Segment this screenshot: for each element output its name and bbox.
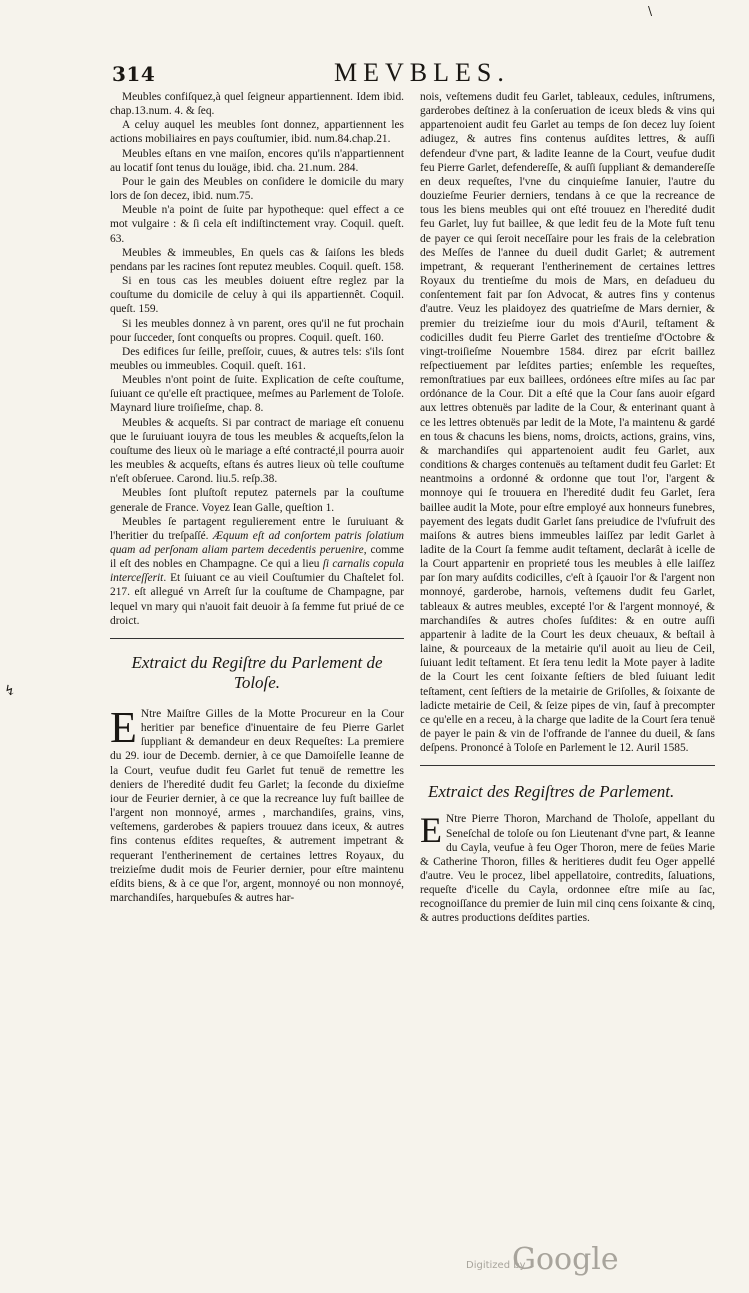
section-body-text: Ntre Maiſtre Gilles de la Motte Procureur en la Cour heritier par benefice d'inuentaire de feu Pierre Garlet ſuppliant & demandeur en deux Requeſtes: La premiere du 29. iour de Decemb. dernier, à ce que Damoiſelle Ieanne de la Court, veufue dudit feu Garlet fut tenuë de remettre les deniers de l'heredité dudit feu Garlet; la ſeconde du dixieſme iour de Feurier dernier, à ce que la recreance luy fuſt baillee de l'argent non monnoyé, armes , marchandiſes, grains, vins, veſtemens, garderobes & papiers trouuez dans iceux, & autres fins contenus eſdites requeſtes, & autrement impetrant & requerant l'entherinement de certaines lettres Royaux, du treizieſme dudit mois de Feurier dernier, pour eſtre maintenu eſdits biens, & à ce que l'or, argent, monnoyé ou non monnoyé, marchandiſes, harquebuſes & autres har- xyxy=(110,707,404,904)
section-divider xyxy=(420,765,715,766)
drop-cap: E xyxy=(110,702,137,752)
right-column xyxy=(420,90,715,926)
latin-quote: ſi carnalis copula interceſſerit xyxy=(110,558,404,585)
paragraph-text: . Et ſuiuant ce au vieil Couſtumier du Chaſtelet fol. 217. eſt allegué vn Arreſt ſur la couſtume de Champagne, par lequel vn mary qui n'auoit fait deuoir à ſa femme fut priué de ce droict. xyxy=(110,572,404,627)
page-header xyxy=(112,58,712,90)
entry-paragraph: A celuy auquel les meubles ſont donnez, appartiennent les actions mobiliaires en pays couſtumier, ibid. num.84.chap.21. xyxy=(110,119,404,146)
section-divider xyxy=(110,638,404,639)
section-body xyxy=(110,702,404,905)
entry-paragraph: Meubles & immeubles, En quels cas & ſaiſons les bleds pendans par les racines ſont reputez meubles. Coquil. queſt. 158. xyxy=(110,246,404,273)
entry-paragraph: Meubles & acqueſts. Si par contract de mariage eſt conuenu que le ſuruiuant iouyra de tous les meubles & acqueſts,ſelon la couſtume des lieux où le mariage a eſté contracté,il pourra auoir les meubles & acqueſts, eſtans és autres lieux où telle couſtume n'eſt obſeruee. Carond. liu.5. reſp.38. xyxy=(110,416,404,486)
entry-paragraph: Meubles ſont pluſtoſt reputez paternels par la couſtume generale de France. Voyez Iean Galle, queſtion 1. xyxy=(110,487,404,514)
running-title: MEVBLES. xyxy=(334,58,510,87)
entry-paragraph: Si les meubles donnez à vn parent, ores qu'il ne fut prochain pour ſucceder, ſont conqueſts ou propres. Coquil. queſt. 160. xyxy=(110,317,404,344)
section-title: Extraict des Regiſtres de Parlement. xyxy=(428,782,675,802)
entry-paragraph-last xyxy=(110,515,404,628)
paragraph-text: Meubles ſe partagent regulierement entre le ſuruiuant & l'heritier du treſpaſſé. xyxy=(110,515,404,542)
margin-ink-mark: ↯ xyxy=(4,683,16,699)
left-column xyxy=(110,90,404,905)
entry-paragraph: Pour le gain des Meubles on conſidere le domicile du mary lors de ſon decez, ibid. num.75. xyxy=(110,175,404,203)
digitized-watermark xyxy=(466,1240,626,1280)
entry-paragraph: Meubles confiſquez,à quel ſeigneur appartiennent. Idem ibid. chap.13.num. 4. & ſeq. xyxy=(110,91,404,118)
page-number: 314 xyxy=(112,62,156,86)
continued-paragraph: nois, veſtemens dudit feu Garlet, tableaux, cedules, inſtrumens, garderobes deſtinez à la conſeruation de iceux bleds & vins qui appartenoient audit feu Garlet au temps de ſon decez luy ſoient adiugez, & autres fins contenus auſdites lettres, & auſſi defendeur d'vne part, & ladite Ieanne de la Court, veufue dudit feu Pierre Garlet, defendereſſe, & auſſi ſuppliant & demandereſſe en deux requeſtes, l'vne du cinquieſme Ianuier, l'autre du douzieſme Feurier derniers, tendans à ce que la recreance de tous les biens meubles qui ont eſté trouuez en l'heredité dudit feu Garlet, luy fut baillee, & que ledit feu de la Mote fuſt tenu de payer ce qui ſeroit neceſſaire pour les frais de la celebration des Meſſes de l'annee du dueil dudit Garlet; & autrement impetrant, & requerant l'entherinement de certaines lettres Royaux du trentieſme du mois de Mars, en deſadueu du conſentement fait par ſon Advocat, & autres fins y contenus d'autre. Veuz les plaidoyez des quatrieſme de Mars dernier, & premier du treizieſme iour du mois d'Auril, teſtament & codicilles dudit feu Pierre Garlet des trentieſme d'Octobre & vingt-troiſieſme Nouembre 1584. direz par eſcrit baillez reſpectiuement par leſdites parties; enſemble les requeſtes, remonſtratiues par eux baillees, ordónees eſtre miſes au ſac par ordónance de la Cour. Dit a eſté que la Cour ſans auoir eſgard aux lettres obtenuës par ladite de la Cour, & enterinant quant à ce les lettres obtenuës par ledit de la Mote, l'a maintenu & gardé en tous & chacuns les biens, noms, droicts, actions, grains, vins, & marchandiſes qui appartenoient audit feu Garlet, aux conditions & charges contenuës au teſtament dudit feu Garlet: Et neantmoins a ordonné & ordonne que tout l'or, l'argent & monnoye qui ſe trouuera en l'heredité dudit feu Garlet, ſera baillee audit la Mote, pour eſtre employé aux honneurs funebres, payement des legats dudit Garlet ſans preiudice de l'vſufruit des maiſons & autres biens immeubles laiſſez par ledit Garlet à ladite de la Court ſa femme audit teſtament, declarât à icelle de la Court appartenir en proprieté tous les meubles à elle laiſſez par ſon mary auſdits codicilles, c'eſt à ſçauoir l'or & l'argent non monnoyé, garderobe, harnois, veſtemens dudit feu Garlet, tableaux & autres meubles, excepté l'or & l'argent monnoyé, & marchandiſes & autres choſes ſuſdites: & en outre auſſi appartenir à ladite de la Court les deux cheuaux, & beſtail à laine, & pourceaux de la metairie qu'il auoit au lieu de Ceil, ſuiuant ledit teſtament. Et ſera tenu ledit la Mote payer à ladite de la Court les cent ſoixante ſeſtiers de bled ſuiuant ledit teſtament, cent ſeſtiers de la metairie de Griſolles, & ſoixante de ladicte metairie de Ceil, & ſeize pipes de vin, ſauf à precompter ce qu'elle en a receu, à la charge que ladite de la Court ſera tenuë de payer le pain & vin de l'offrande de l'annee du dueil, & ſans deſpens. Prononcé à Toloſe en Parlement le 12. Auril 1585. xyxy=(420,91,715,755)
section-body-text: Ntre Pierre Thoron, Marchand de Tholoſe, appellant du Seneſchal de toloſe ou ſon Lieutenant d'vne part, & Ieanne du Cayla, veufue à feu Oger Thoron, mere de feües Marie & Catherine Thoron, filles & heritieres dudit feu Oger appellé d'autre. Veu le procez, libel appellatoire, contredits, ſaluations, requeſte d'icelle du Cayla, ordonnee eſtre miſe au ſac, recognoiſſance du premier de Iuin mil cinq cens ſoixante & cinq, & autres productions deſdites parties. xyxy=(420,813,715,925)
entry-paragraph: Meuble n'a point de ſuite par hypotheque: quel effect a ce mot vulgaire : & ſi cela eſt indiſtinctement vray. Coquil. queſt. 63. xyxy=(110,204,404,245)
section-title: Extraict du Regiſtre du Parlement de Toloſe. xyxy=(131,652,383,692)
corner-ink-mark: \ xyxy=(648,4,653,18)
paragraph-text: , comme il eſt des nobles en Champagne. Ce qui a lieu xyxy=(110,544,404,571)
entry-paragraph: Meubles n'ont point de ſuite. Explication de ceſte couſtume, ſuiuant ce qu'elle eſt practiquee, meſmes au Parlement de Toloſe. Maynard liure troiſieſme, chap. 8. xyxy=(110,374,404,415)
entry-paragraph: Si en tous cas les meubles doiuent eſtre reglez par la couſtume du domicile de celuy à qui ils appartiennêt. Coquil. queſt. 159. xyxy=(110,275,404,316)
watermark-small-text: Digitized by xyxy=(466,1260,526,1271)
section-body xyxy=(420,812,715,925)
latin-quote: Æquum eſt ad conſortem patris ſolatium quam ad perſonam aliam partem decedentis peruenire xyxy=(110,529,404,556)
entry-paragraph: Meubles eſtans en vne maiſon, encores qu'ils n'appartiennent au locatif ſont tenus du louäge, ibid. cha. 21.num. 284. xyxy=(110,147,404,174)
watermark-logo-text: Google xyxy=(512,1242,619,1277)
entry-paragraph: Des edifices ſur ſeille, preſſoir, cuues, & autres tels: s'ils ſont meubles ou immeubles. Coquil. queſt. 161. xyxy=(110,345,404,372)
drop-cap: E xyxy=(420,810,442,851)
